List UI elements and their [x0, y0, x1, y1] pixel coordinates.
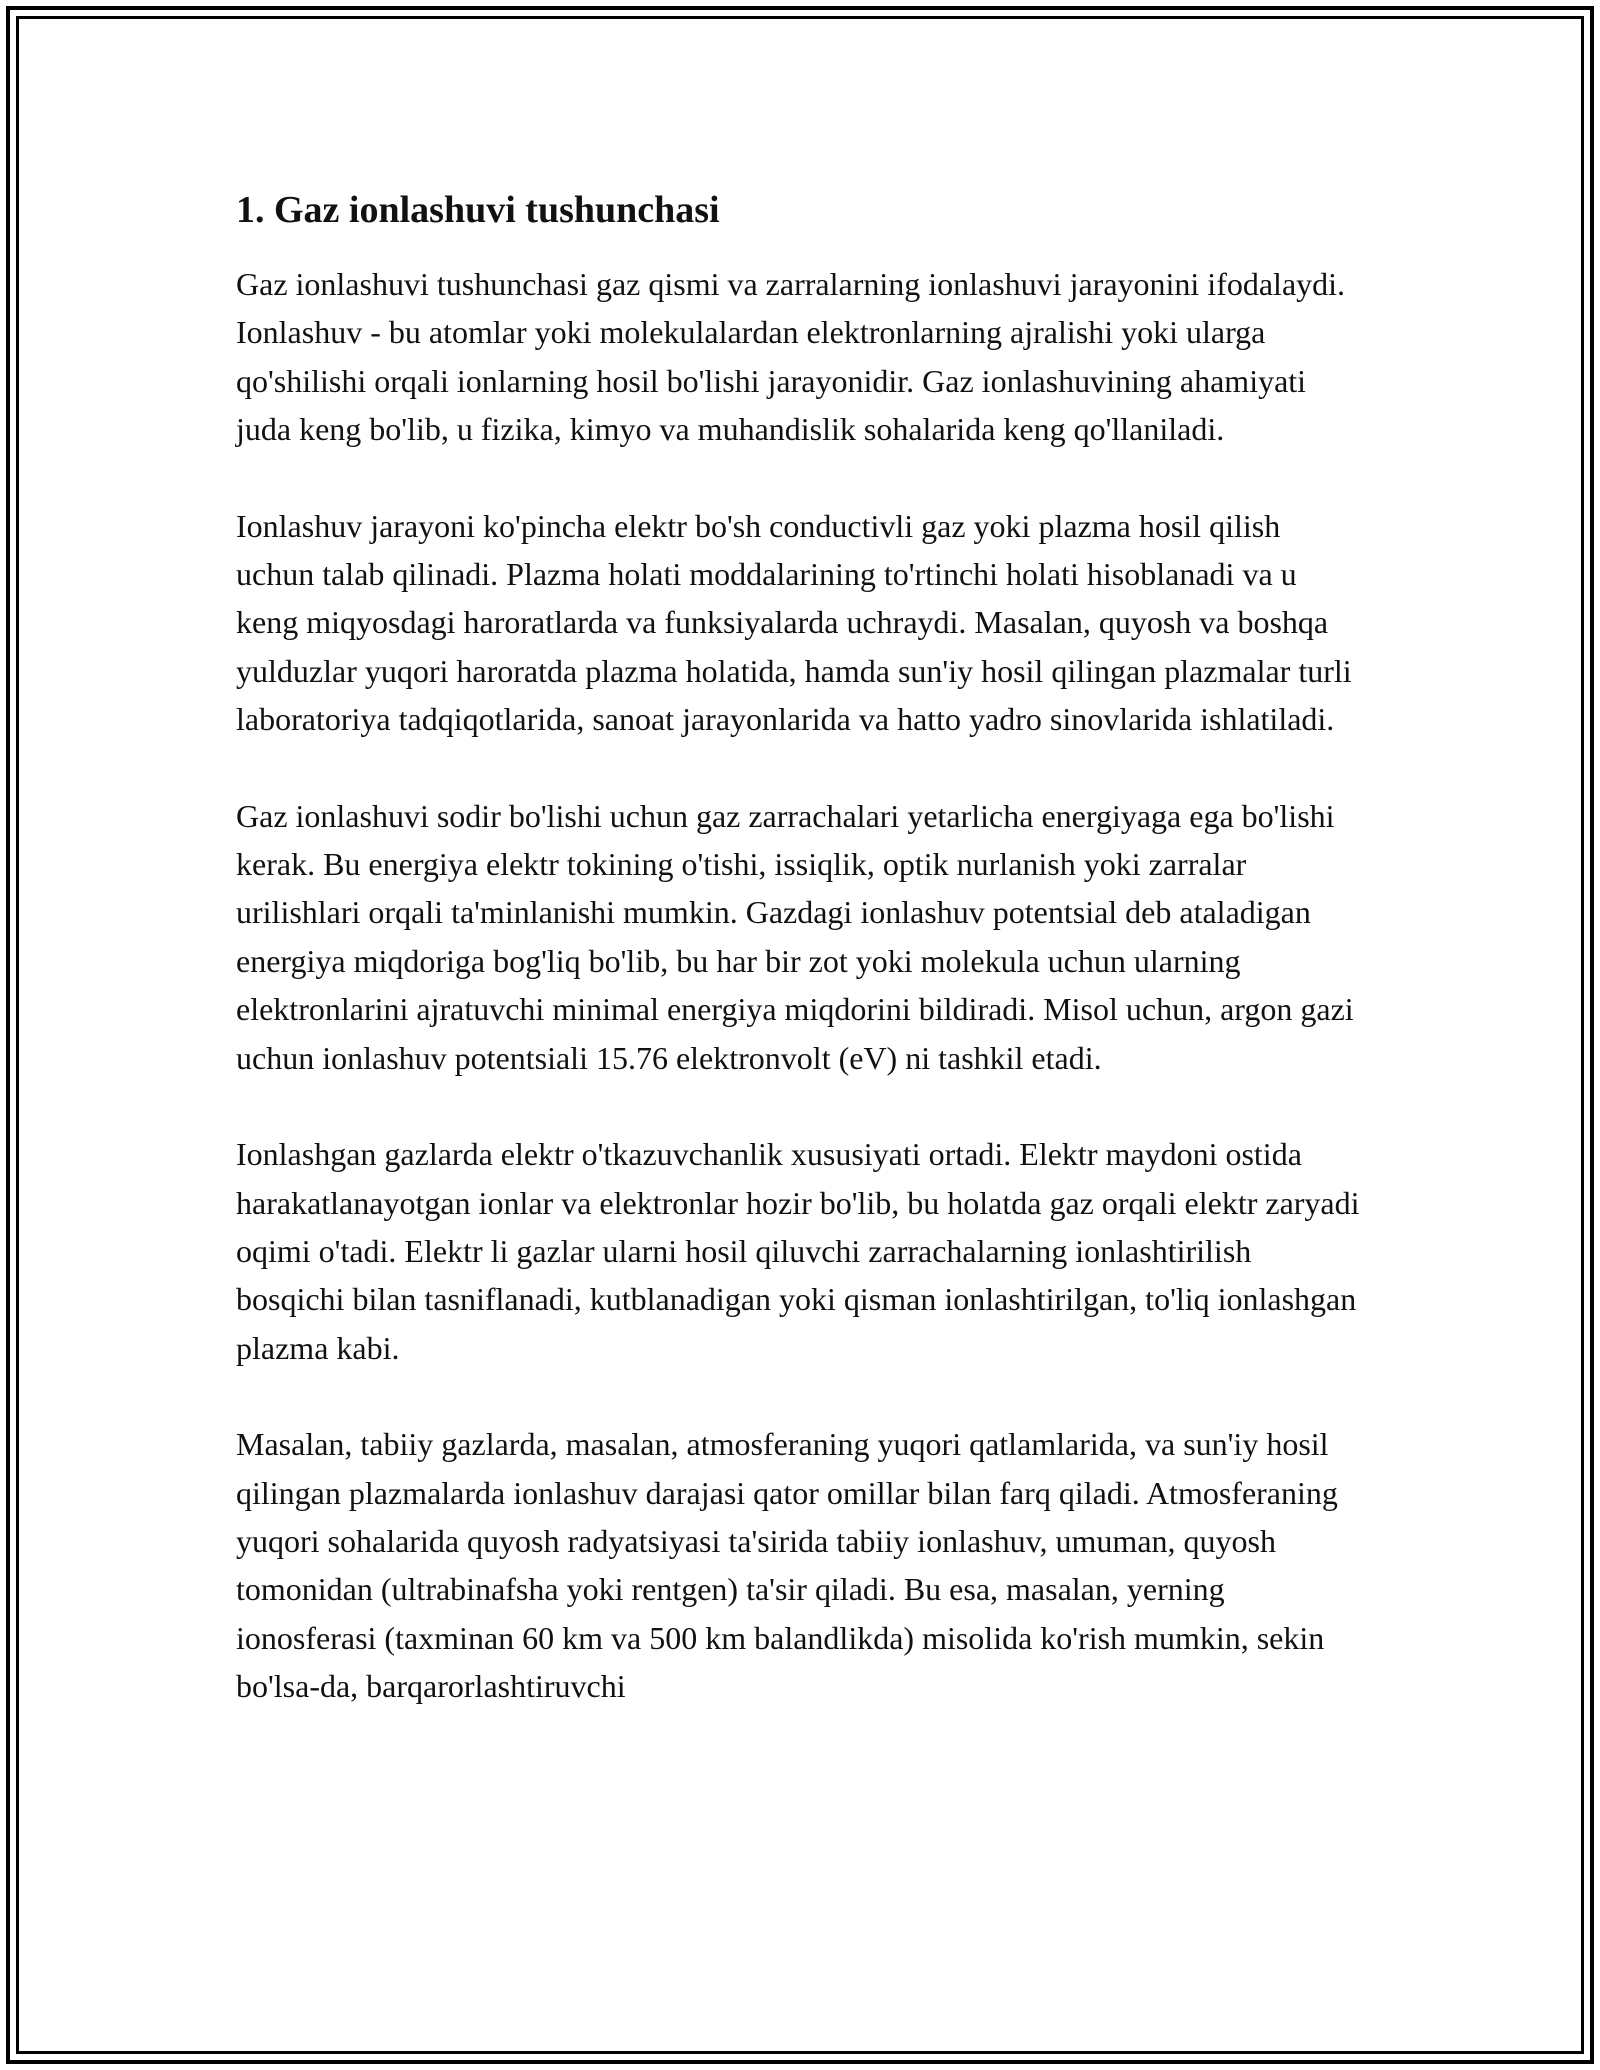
paragraph-3: Gaz ionlashuvi sodir bo'lishi uchun gaz zarrachalari yetarlicha energiyaga ega bo'lishi kerak. Bu energiya elektr tokining o'tishi, issiqlik, optik nurlanish yoki zarralar urilishlari orqali ta'minlanishi mumkin. Gazdagi ionlashuv potentsial deb ataladigan energiya miqdoriga bog'liq bo'lib, bu har bir zot yoki molekula uchun ularning elektronlarini ajratuvchi minimal energiya miqdorini bildiradi. Misol uchun, argon gazi uchun ionlashuv potentsiali 15.76 elektronvolt (eV) ni tashkil etadi.: [236, 797, 1354, 1076]
paragraph-2: Ionlashuv jarayoni ko'pincha elektr bo'sh conductivli gaz yoki plazma hosil qilish uchun talab qilinadi. Plazma holati moddalarining to'rtinchi holati hisoblanadi va u keng miqyosdagi haroratlarda va funksiyalarda uchraydi. Masalan, quyosh va boshqa yulduzlar yuqori haroratda plazma holatida, hamda sun'iy hosil qilingan plazmalar turli laboratoriya tadqiqotlarida, sanoat jarayonlarida va hatto yadro sinovlarida ishlatiladi.: [236, 507, 1352, 738]
paragraph-4: Ionlashgan gazlarda elektr o'tkazuvchanlik xususiyati ortadi. Elektr maydoni ostida harakatlanayotgan ionlar va elektronlar hozir bo'lib, bu holatda gaz orqali elektr zaryadi oqimi o'tadi. Elektr li gazlar ularni hosil qiluvchi zarrachalarning ionlashtirilish bosqichi bilan tasniflanadi, kutblanadigan yoki qisman ionlashtirilgan, to'liq ionlashgan plazma kabi.: [236, 1136, 1360, 1366]
section-heading: 1. Gaz ionlashuvi tushunchasi: [236, 189, 720, 231]
paragraph-5: Masalan, tabiiy gazlarda, masalan, atmosferaning yuqori qatlamlarida, va sun'iy hosil qilingan plazmalarda ionlashuv darajasi qator omillar bilan farq qiladi. Atmosferaning yuqori sohalarida quyosh radyatsiyasi ta'sirida tabiiy ionlashuv, umuman, quyosh tomonidan (ultrabinafsha yoki rentgen) ta'sir qiladi. Bu esa, masalan, yerning ionosferasi (taxminan 60 km va 500 km balandlikda) misolida ko'rish mumkin, sekin bo'lsa-da, barqarorlashtiruvchi: [236, 1426, 1338, 1705]
document-body: [236, 186, 1366, 1759]
paragraph-1: Gaz ionlashuvi tushunchasi gaz qismi va zarralarning ionlashuvi jarayonini ifodalaydi. Ionlashuv - bu atomlar yoki molekulalardan elektronlarning ajralishi yoki ularga qo'shilishi orqali ionlarning hosil bo'lishi jarayonidir. Gaz ionlashuvining ahamiyati juda keng bo'lib, u fizika, kimyo va muhandislik sohalarida keng qo'llaniladi.: [236, 266, 1346, 448]
